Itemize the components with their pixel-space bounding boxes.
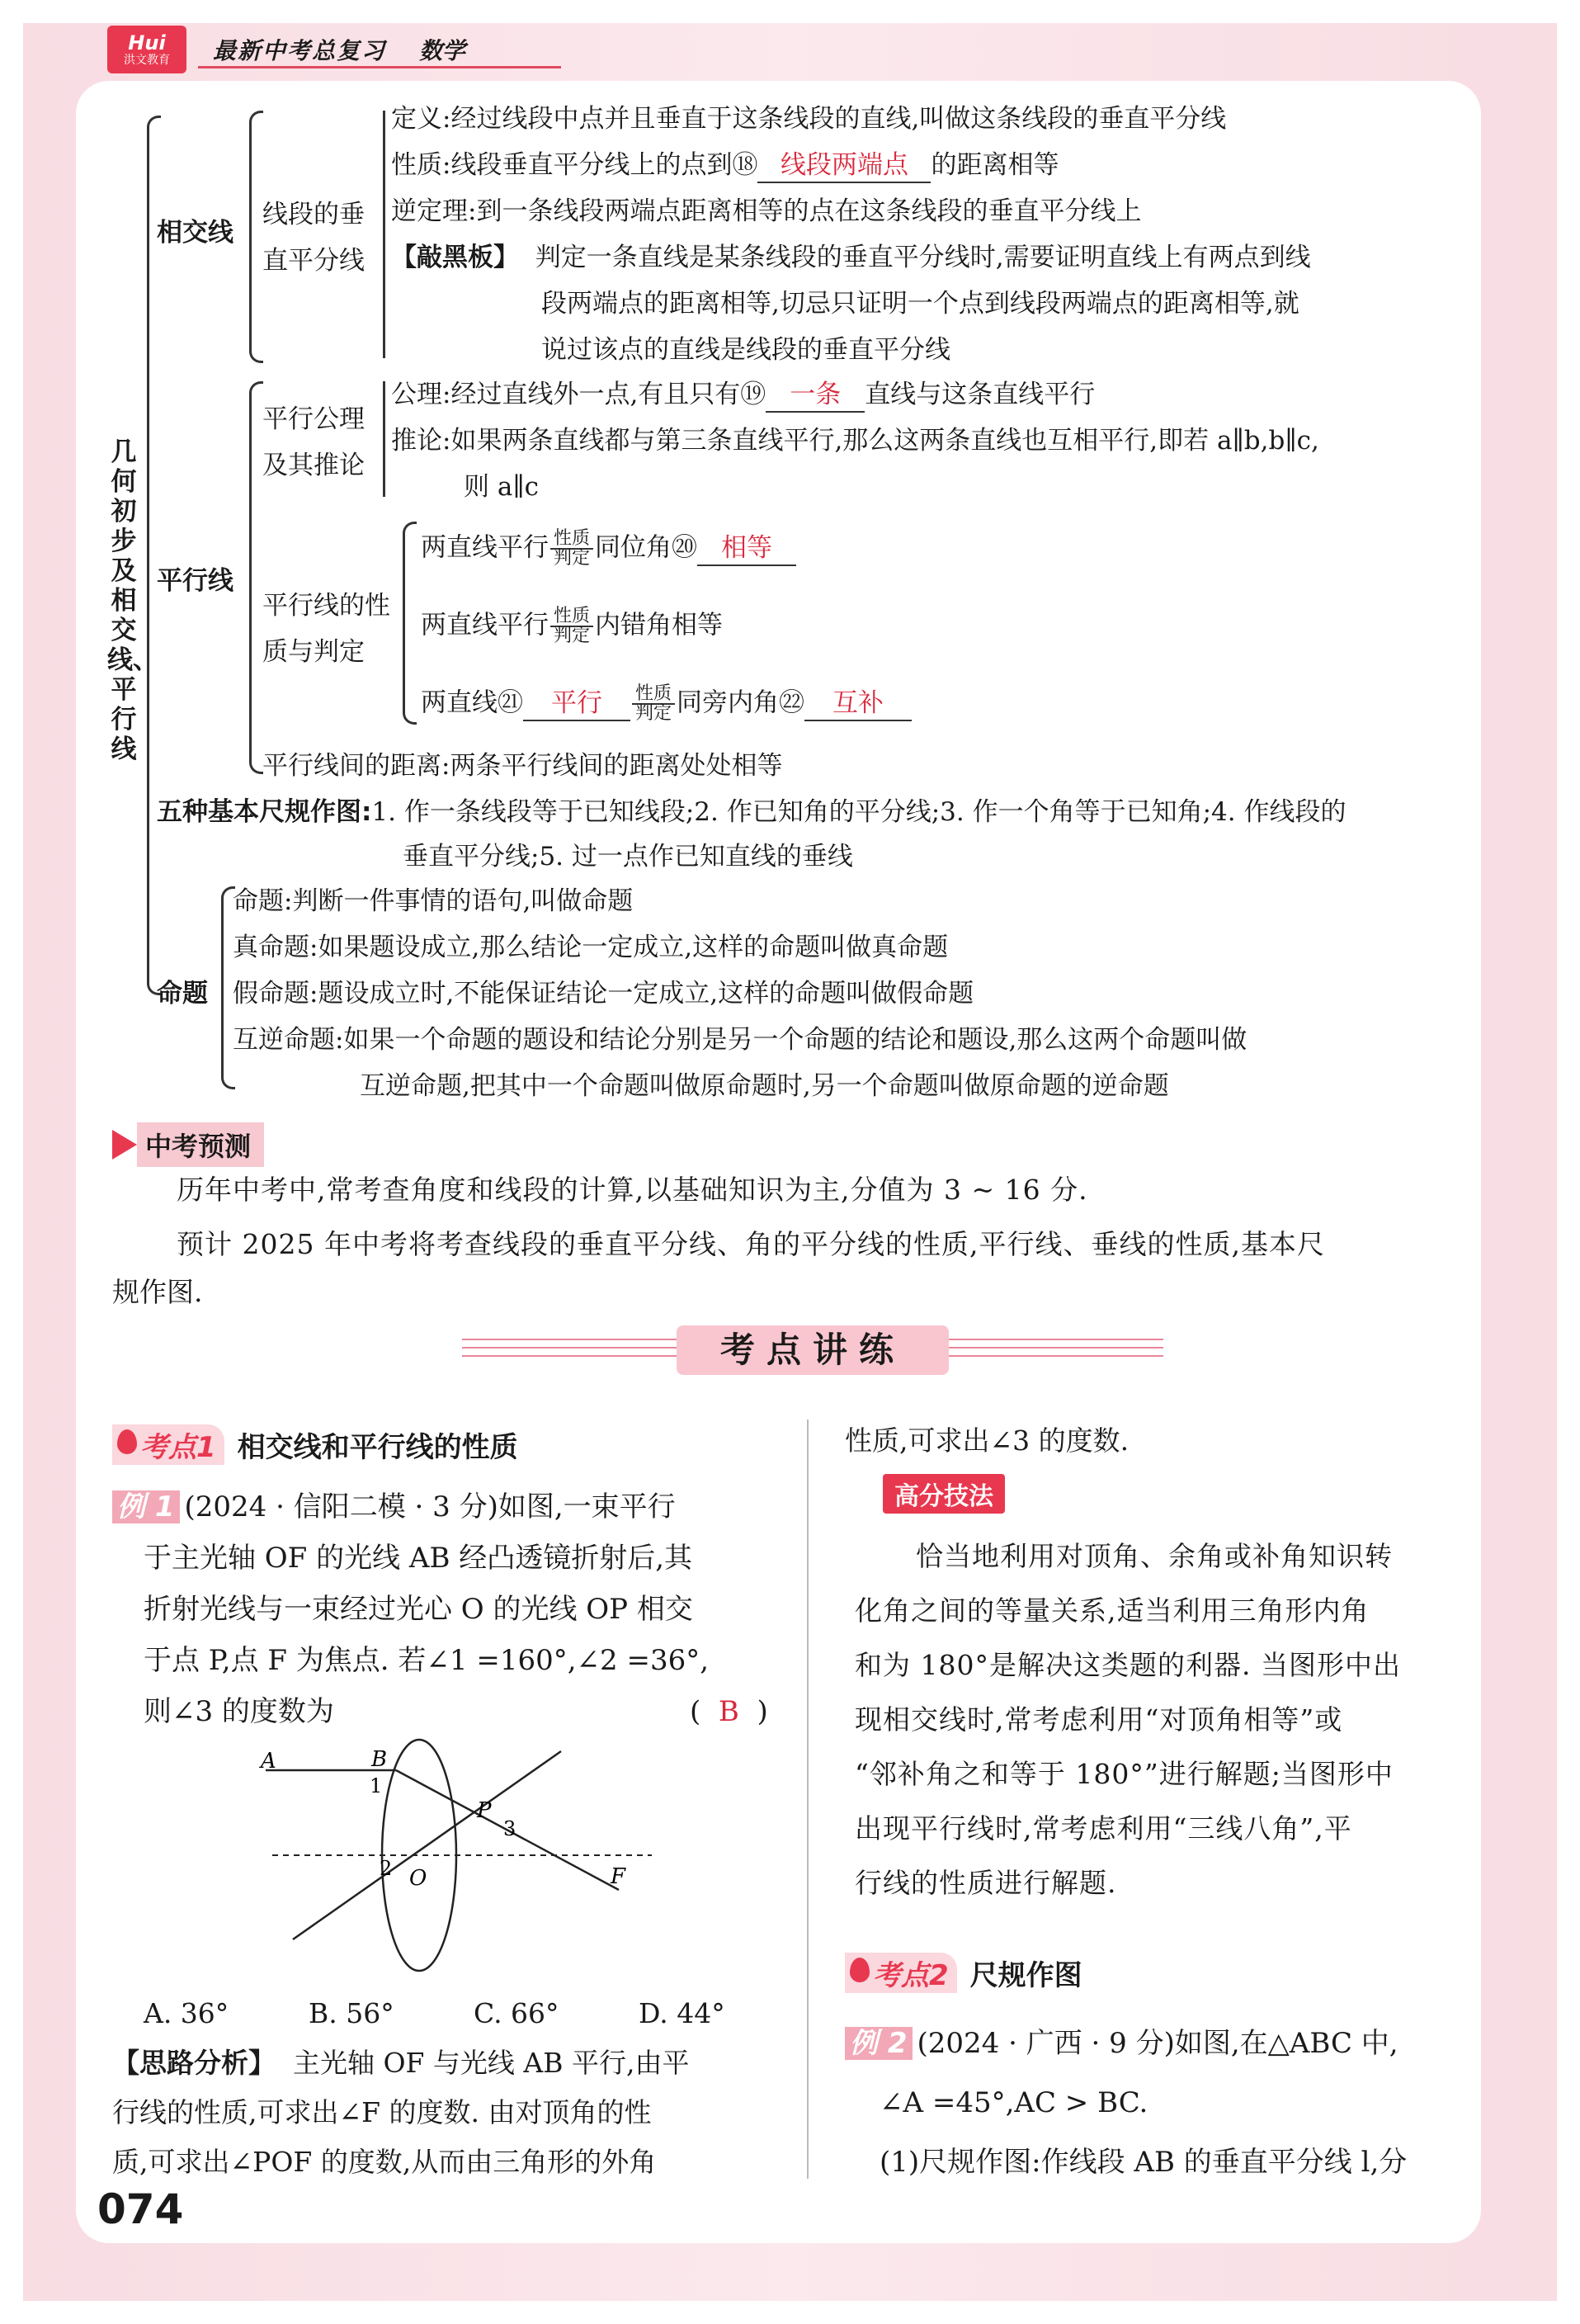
- ex2-text-1: (2024 · 广西 · 9 分)如图,在△ABC 中,: [917, 2027, 1398, 2060]
- rule2-frac: [550, 607, 593, 645]
- header-underline: [198, 66, 561, 68]
- answer-20: 相等: [697, 531, 796, 566]
- answer-19: 一条: [766, 378, 865, 413]
- ex2-line-1: [845, 2027, 1398, 2060]
- kd1-name: 相交线和平行线的性质: [237, 1431, 518, 1464]
- answer-22: 互补: [804, 687, 912, 721]
- gl-line: [383, 381, 385, 497]
- label-A: A: [261, 1749, 276, 1774]
- pxx-label: 平行线: [157, 566, 233, 596]
- ex1-line-5: 则∠3 的度数为: [144, 1695, 334, 1728]
- analysis-line-2: 行线的性质,可求出∠F 的度数. 由对顶角的性: [112, 2096, 652, 2128]
- publisher-logo: [107, 26, 186, 73]
- chigui-line-2: 垂直平分线;5. 过一点作已知直线的垂线: [403, 842, 853, 872]
- mingti-line-2: 真命题:如果题设成立,那么结论一定成立,这样的命题叫做真命题: [233, 933, 949, 962]
- subject: 数学: [419, 37, 466, 64]
- label-P: P: [477, 1798, 492, 1823]
- analysis-tag: 【思路分析】: [112, 2047, 276, 2079]
- kd1-badge-text: 考点1: [140, 1431, 216, 1464]
- outline-vertical-title: 几何初步及相交线、平行线: [107, 437, 158, 764]
- gl-axiom-pre: 公理:经过直线外一点,有且只有⑲: [391, 380, 766, 409]
- gaofen-line-7: 行线的性质进行解题.: [855, 1867, 1117, 1899]
- frac-bot: 判定: [554, 548, 591, 569]
- forecast-p2b: 规作图.: [112, 1276, 203, 1308]
- frac-top: 性质: [550, 607, 593, 627]
- ex2-line-2: ∠A =45°,AC > BC.: [880, 2086, 1148, 2119]
- rule2-pre: 两直线平行: [421, 610, 549, 640]
- chigui-line-1: [157, 796, 1346, 829]
- kd2-heading: [845, 1953, 1082, 1993]
- page-number: 074: [97, 2185, 184, 2233]
- forecast-p1: 历年中考中,常考查角度和线段的计算,以基础知识为主,分值为 3 ~ 16 分.: [177, 1174, 1088, 1206]
- label-angle-2: 2: [380, 1857, 393, 1880]
- gaofen-tag: 高分技法: [883, 1474, 1005, 1514]
- label-angle-3: 3: [503, 1817, 516, 1840]
- ex1-tag: 例 1: [112, 1490, 180, 1523]
- qhb-line-2: 段两端点的距离相等,切忌只证明一个点到线段两端点的距离相等,就: [541, 289, 1299, 319]
- gl-label: 平行公理及其推论: [262, 404, 365, 480]
- rule-row-1: [421, 530, 796, 568]
- pxx-distance: 平行线间的距离:两条平行线间的距离处处相等: [262, 751, 783, 781]
- rule-row-2: [421, 607, 723, 645]
- arrow-icon: [112, 1130, 137, 1160]
- mingti-line-5: 互逆命题,把其中一个命题叫做原命题时,另一个命题叫做原命题的逆命题: [360, 1071, 1169, 1101]
- label-angle-1: 1: [370, 1774, 383, 1797]
- xz-label: 平行线的性质与判定: [262, 591, 390, 667]
- forecast-tag-label: 中考预测: [137, 1122, 264, 1167]
- gaofen-line-3: 和为 180°是解决这类题的利器. 当图形中出: [855, 1649, 1401, 1681]
- gaofen-line-6: 出现平行线时,常考虑利用“三线八角”,平: [855, 1812, 1352, 1845]
- kd1-badge: [112, 1424, 224, 1465]
- kd2-badge-text: 考点2: [873, 1959, 949, 1992]
- option-c: C. 66°: [474, 1997, 559, 2029]
- book-title: 最新中考总复习: [213, 37, 387, 64]
- option-b: B. 56°: [309, 1997, 394, 2029]
- chigui-text-1: 1. 作一条线段等于已知线段;2. 作已知角的平分线;3. 作一个角等于已知角;4. 作线段的: [371, 797, 1347, 827]
- kd2-badge: [845, 1953, 957, 1993]
- label-O: O: [409, 1866, 427, 1891]
- forecast-tag: [112, 1122, 264, 1167]
- option-d: D. 44°: [639, 1997, 725, 2029]
- rule2-post: 内错角相等: [595, 610, 724, 640]
- ex1-answer-bracket: ( B ): [690, 1695, 768, 1728]
- xjx-sub-label: 线段的垂直平分线: [262, 200, 365, 276]
- rule3-frac: [632, 685, 675, 723]
- xjx-label: 相交线: [157, 218, 233, 248]
- analysis-line-1: [112, 2047, 689, 2080]
- gaofen-line-1: 恰当地利用对顶角、余角或补角知识转: [916, 1540, 1393, 1572]
- frac-bot: 判定: [554, 626, 591, 646]
- qhb-label: 【敲黑板】: [391, 243, 519, 272]
- gaofen-line-4: 现相交线时,常考虑利用“对顶角相等”或: [855, 1703, 1343, 1736]
- analysis-line-4: 性质,可求出∠3 的度数.: [845, 1424, 1130, 1457]
- ex2-line-3: (1)尺规作图:作线段 AB 的垂直平分线 l,分: [880, 2146, 1408, 2179]
- ex1-text-1: (2024 · 信阳二模 · 3 分)如图,一束平行: [184, 1490, 676, 1523]
- option-a: A. 36°: [144, 1997, 229, 2029]
- mingti-label: 命题: [157, 979, 208, 1008]
- ex2-tag: 例 2: [845, 2027, 913, 2060]
- section-title: 考点讲练: [677, 1325, 949, 1375]
- rule1-post: 同位角⑳: [595, 532, 698, 563]
- qhb-line-3: 说过该点的直线是线段的垂直平分线: [541, 335, 950, 365]
- qhb-text-1: 判定一条直线是某条线段的垂直平分线时,需要证明直线上有两点到线: [535, 243, 1311, 272]
- ray-op: [293, 1751, 561, 1939]
- gl-axiom-post: 直线与这条直线平行: [865, 380, 1096, 409]
- column-divider: [807, 1419, 809, 2179]
- mingti-line-1: 命题:判断一件事情的语句,叫做命题: [233, 886, 634, 916]
- xz-brace: [403, 522, 417, 725]
- xjx-brace: [249, 111, 263, 363]
- xjx-property: [391, 149, 1059, 183]
- xjx-property-post: 的距离相等: [931, 150, 1059, 180]
- mingti-line-3: 假命题:题设成立时,不能保证结论一定成立,这样的命题叫做假命题: [233, 979, 974, 1008]
- xjx-sub-line: [383, 111, 385, 358]
- ex1-line-3: 折射光线与一束经过光心 O 的光线 OP 相交: [144, 1593, 693, 1626]
- rule1-frac: [550, 530, 593, 568]
- gaofen-line-2: 化角之间的等量关系,适当利用三角形内角: [855, 1594, 1370, 1627]
- drop-icon: [117, 1429, 137, 1454]
- kd1-heading: [112, 1424, 518, 1465]
- label-F: F: [611, 1864, 626, 1889]
- drop-icon: [850, 1958, 870, 1982]
- rule3-pre: 两直线㉑: [421, 687, 523, 718]
- logo-text: Hui: [128, 31, 166, 54]
- gaofen-line-5: “邻补角之和等于 180°”进行解题;当图形中: [855, 1758, 1394, 1790]
- xjx-inverse: 逆定理:到一条线段两端点距离相等的点在这条线段的垂直平分线上: [391, 196, 1142, 226]
- analysis-line-3: 质,可求出∠POF 的度数,从而由三角形的外角: [112, 2146, 657, 2178]
- logo-subtext: 洪文教育: [124, 54, 170, 67]
- section-header: [462, 1320, 1163, 1378]
- kd2-name: 尺规作图: [969, 1959, 1082, 1992]
- lens-figure: [248, 1733, 677, 1997]
- gl-corollary-2: 则 a∥c: [464, 472, 540, 502]
- qhb-line-1: [391, 241, 1311, 274]
- chigui-label: 五种基本尺规作图:: [157, 797, 372, 827]
- answer-21: 平行: [523, 687, 630, 721]
- rule1-pre: 两直线平行: [421, 532, 549, 563]
- forecast-p2a: 预计 2025 年中考将考查线段的垂直平分线、角的平分线的性质,平行线、垂线的性质,基本尺: [177, 1228, 1325, 1260]
- ex1-line-1: [112, 1490, 676, 1523]
- frac-top: 性质: [550, 530, 593, 550]
- mingti-line-4: 互逆命题:如果一个命题的题设和结论分别是另一个命题的结论和题设,那么这两个命题叫做: [233, 1025, 1247, 1055]
- ex1-answer: B: [718, 1695, 739, 1728]
- xjx-definition: 定义:经过线段中点并且垂直于这条线段的直线,叫做这条线段的垂直平分线: [391, 104, 1227, 134]
- frac-bot: 判定: [635, 703, 672, 724]
- gl-axiom: [391, 378, 1095, 413]
- label-B: B: [371, 1747, 388, 1772]
- rule3-mid: 同旁内角㉒: [677, 687, 805, 718]
- ex1-line-2: 于主光轴 OF 的光线 AB 经凸透镜折射后,其: [144, 1542, 693, 1575]
- analysis-text-1: 主光轴 OF 与光线 AB 平行,由平: [292, 2047, 690, 2079]
- xjx-property-pre: 性质:线段垂直平分线上的点到⑱: [391, 150, 758, 180]
- frac-top: 性质: [632, 685, 675, 705]
- rule-row-3: [421, 685, 912, 723]
- gl-corollary-1: 推论:如果两条直线都与第三条直线平行,那么这两条直线也互相平行,即若 a∥b,b∥c,: [391, 426, 1319, 456]
- answer-18: 线段两端点: [757, 149, 931, 183]
- ex1-line-4: 于点 P,点 F 为焦点. 若∠1 =160°,∠2 =36°,: [144, 1644, 710, 1677]
- pxx-brace: [249, 381, 263, 774]
